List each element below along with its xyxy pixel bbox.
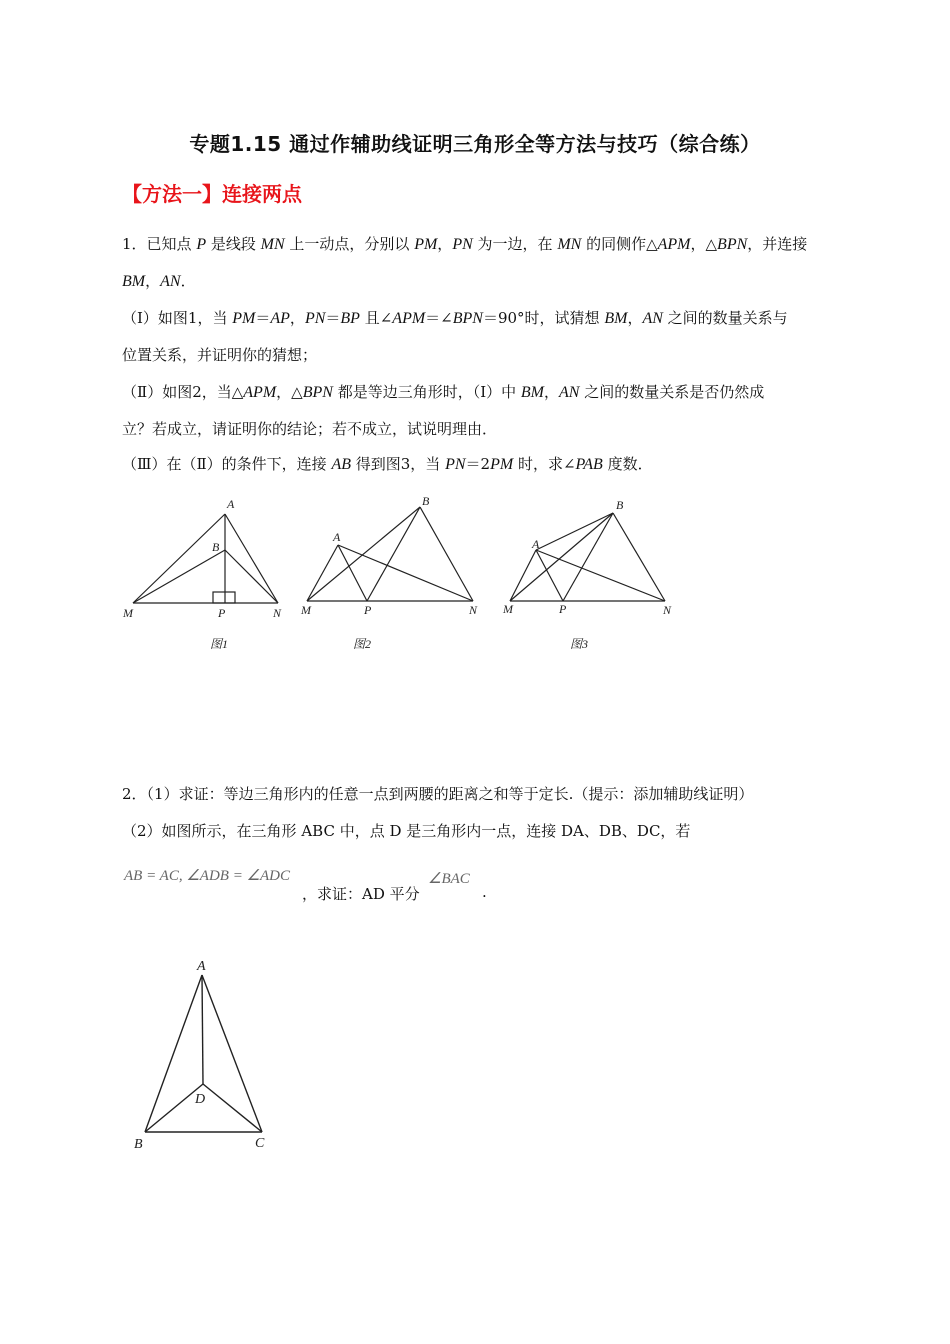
fig3-segment-MB	[510, 513, 613, 601]
figabc-segment-AD	[202, 975, 203, 1084]
fig1-label-M: M	[123, 606, 133, 620]
fig3-segment-PB	[563, 513, 613, 601]
fig3-caption: 图3	[570, 637, 589, 651]
fig1-caption: 图1	[210, 637, 229, 651]
fig3-label-M: M	[503, 602, 513, 616]
fig2-label-P: P	[364, 603, 372, 617]
figabc-label-D: D	[195, 1092, 206, 1107]
fig2-segment-MA	[307, 545, 338, 601]
fig2-label-B: B	[422, 494, 430, 508]
fig3-label-N: N	[663, 603, 672, 617]
fig3-label-B: B	[616, 498, 624, 512]
fig2-label-N: N	[469, 603, 478, 617]
q1-line-2: BM，AN．	[122, 272, 196, 290]
fig1-label-P: P	[218, 606, 226, 620]
fig3-segment-AB	[536, 513, 613, 550]
figure-2	[295, 490, 490, 655]
q1-line-4: 位置关系，并证明你的猜想；	[122, 346, 318, 364]
q2-line-3: ，求证：AD 平分	[302, 885, 420, 903]
fig2-label-A: A	[333, 530, 341, 544]
q1-line-7: （Ⅲ）在（Ⅱ）的条件下，连接 AB 得到图3，当 PN＝2PM 时，求∠PAB 度数．	[122, 455, 653, 473]
q2-line-1: 2．（1）求证：等边三角形内的任意一点到两腰的距离之和等于定长.（提示：添加辅助线证明）	[122, 785, 754, 803]
q2-line-2: （2）如图所示，在三角形 ABC 中，点 D 是三角形内一点，连接 DA、DB、DC，若	[122, 822, 691, 840]
fig3-segment-AN	[536, 550, 665, 601]
figabc-label-C: C	[255, 1136, 265, 1151]
q2-math-angle: ∠BAC	[428, 871, 470, 887]
fig2-caption: 图2	[353, 637, 372, 651]
q1-line-3: （Ⅰ）如图1，当 PM＝AP，PN＝BP 且∠APM＝∠BPN＝90°时，试猜想 BM，AN 之间的数量关系与	[122, 309, 788, 327]
fig2-segment-PB	[367, 507, 420, 601]
fig3-segment-BN	[613, 513, 665, 601]
figabc-label-B: B	[134, 1137, 143, 1152]
fig3-label-P: P	[559, 602, 567, 616]
q2-math-condition: AB = AC, ∠ADB = ∠ADC	[124, 868, 291, 884]
fig2-segment-BN	[420, 507, 473, 601]
figure-1	[118, 495, 293, 655]
fig1-right-angle-mark	[213, 592, 235, 603]
q2-line-3-end: .	[482, 883, 487, 901]
section-heading: 【方法一】连接两点	[122, 182, 302, 206]
fig1-label-B: B	[212, 540, 220, 554]
q1-line-6: 立？若成立，请证明你的结论；若不成立，试说明理由．	[122, 420, 498, 438]
figabc-label-A: A	[197, 959, 206, 974]
fig2-label-M: M	[301, 603, 311, 617]
fig3-segment-MA	[510, 550, 536, 601]
fig3-label-A: A	[532, 537, 540, 551]
fig2-segment-MB	[307, 507, 420, 601]
figure-abc	[125, 950, 285, 1155]
fig2-segment-AN	[338, 545, 473, 601]
q1-line-1: 1．已知点 P 是线段 MN 上一动点，分别以 PM，PN 为一边，在 MN 的同侧作△APM，△BPN，并连接	[122, 235, 808, 253]
fig2-segment-AP	[338, 545, 367, 601]
q1-line-5: （Ⅱ）如图2，当△APM，△BPN 都是等边三角形时，（Ⅰ）中 BM，AN 之间的数量关系是否仍然成	[122, 383, 765, 401]
fig1-label-A: A	[227, 497, 235, 511]
figure-3	[498, 493, 683, 655]
page-title: 专题1.15 通过作辅助线证明三角形全等方法与技巧（综合练）	[189, 132, 761, 156]
fig1-label-N: N	[273, 606, 282, 620]
